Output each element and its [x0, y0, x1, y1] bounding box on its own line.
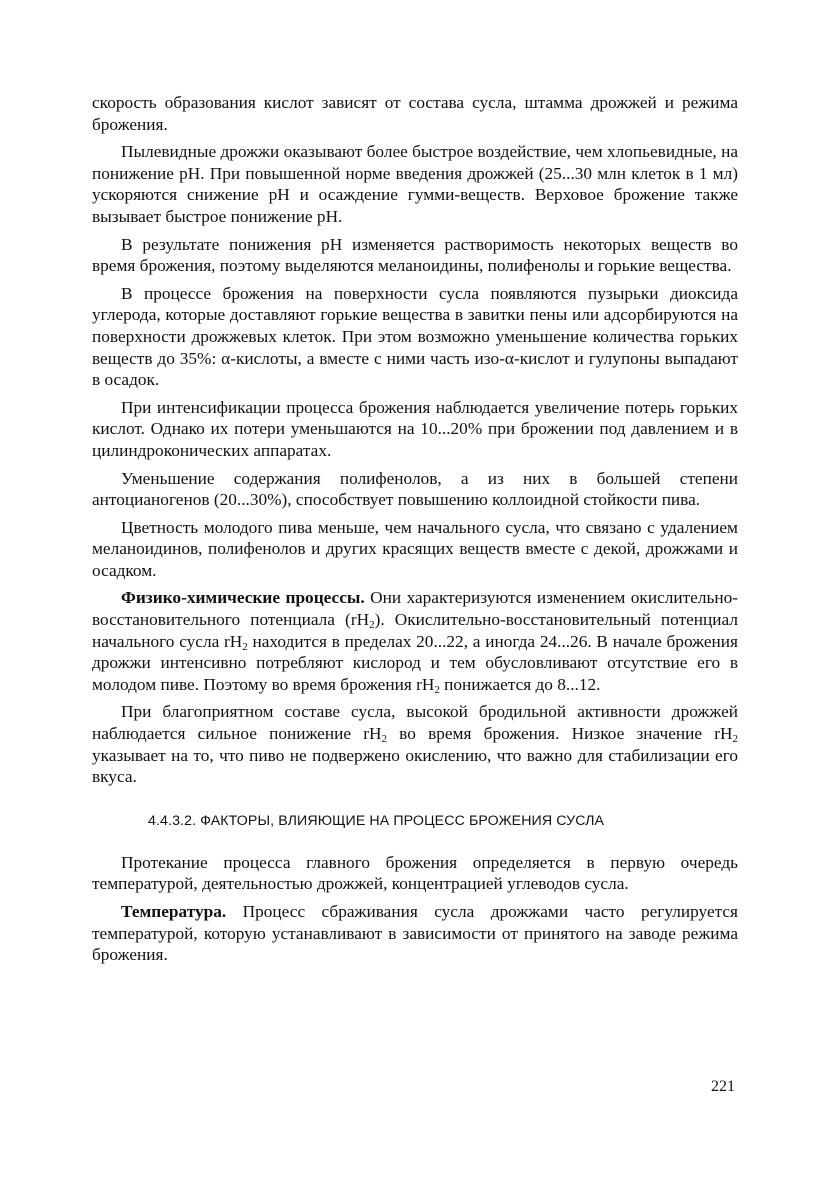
paragraph-section-intro: Протекание процесса главного брожения определяется в первую очередь температурой, деятельностью дрожжей, концентрацией углеводов сусла.: [92, 852, 738, 894]
paragraph-polyphenols: Уменьшение содержания полифенолов, а из них в большей степени антоцианогенов (20...30%), способствует повышению коллоидной стойкости пива.: [92, 468, 738, 510]
physico-text-3: находится в пределах 20...22, а иногда 24...26. В начале брожения дрожжи интенсивно потребляют кислород и тем обусловливают отсутствие его в молодом пиве. Поэтому во время брожения rH: [92, 631, 738, 694]
favorable-text-2: во время брожения. Низкое значение rH: [386, 724, 733, 744]
physico-text-2: ). Окислительно-восстановительный потенциал начального сусла rH: [92, 610, 738, 651]
subscript: 2: [381, 733, 387, 746]
paragraph-temperature: [92, 901, 738, 966]
physico-text-4: понижается до 8...12.: [439, 674, 601, 694]
subscript: 2: [242, 640, 248, 653]
lead-temperature: Температура.: [121, 902, 227, 921]
subscript: 2: [434, 683, 440, 696]
favorable-text-3: указывает на то, что пиво не подвержено окислению, что важно для стабилизации его вкуса.: [92, 745, 738, 787]
paragraph-favorable: [92, 701, 738, 787]
page-number: 221: [711, 1078, 735, 1095]
lead-physico-chemical: Физико-химические процессы.: [121, 588, 365, 608]
paragraph-bitter-losses: При интенсификации процесса брожения наблюдается увеличение потерь горьких кислот. Однако их потери уменьшаются на 10...20% при брожении под давлением и в цилиндроконических аппаратах.: [92, 397, 738, 460]
paragraph-physico-chemical: [92, 587, 738, 695]
paragraph-solubility: В результате понижения pH изменяется растворимость некоторых веществ во время брожения, поэтому выделяются меланоидины, полифенолы и горькие вещества.: [92, 234, 738, 276]
paragraph-co2-bubbles: В процессе брожения на поверхности сусла появляются пузырьки диоксида углерода, которые доставляют горькие вещества в завитки пены или адсорбируются на поверхности дрожжевых клеток. При этом возможно уменьшение количества горьких веществ до 35%: α-кислоты, а вместе с ними часть изо-α-кислот и гулупоны выпадают в осадок.: [92, 283, 738, 390]
physico-text-1: Они характеризуются изменением окислительно-восстановительного потенциала (rH: [92, 588, 738, 630]
favorable-text-1: При благоприятном составе сусла, высокой бродильной активности дрожжей наблюдается сильное понижение rH: [92, 702, 738, 744]
paragraph-color: Цветность молодого пива меньше, чем начального сусла, что связано с удалением меланоидинов, полифенолов и других красящих веществ вместе с декой, дрожжами и осадком.: [92, 517, 738, 580]
paragraph-continued: скорость образования кислот зависят от состава сусла, штамма дрожжей и режима брожения.: [92, 93, 738, 134]
temperature-text: Процесс сбраживания сусла дрожжами часто регулируется температурой, которую устанавливают в зависимости от принятого на заводе режима брожения.: [92, 902, 738, 965]
section-heading: 4.4.3.2. ФАКТОРЫ, ВЛИЯЮЩИЕ НА ПРОЦЕСС БРОЖЕНИЯ СУСЛА: [148, 812, 605, 829]
page-text: [92, 92, 738, 972]
subscript: 2: [369, 619, 375, 632]
paragraph-yeast-types: Пылевидные дрожжи оказывают более быстрое воздействие, чем хлопьевидные, на понижение pH. При повышенной норме введения дрожжей (25...30 млн клеток в 1 мл) ускоряются снижение pH и осаждение гумми-веществ. Верховое брожение также вызывает быстрое понижение pH.: [92, 142, 738, 226]
subscript: 2: [732, 733, 738, 746]
